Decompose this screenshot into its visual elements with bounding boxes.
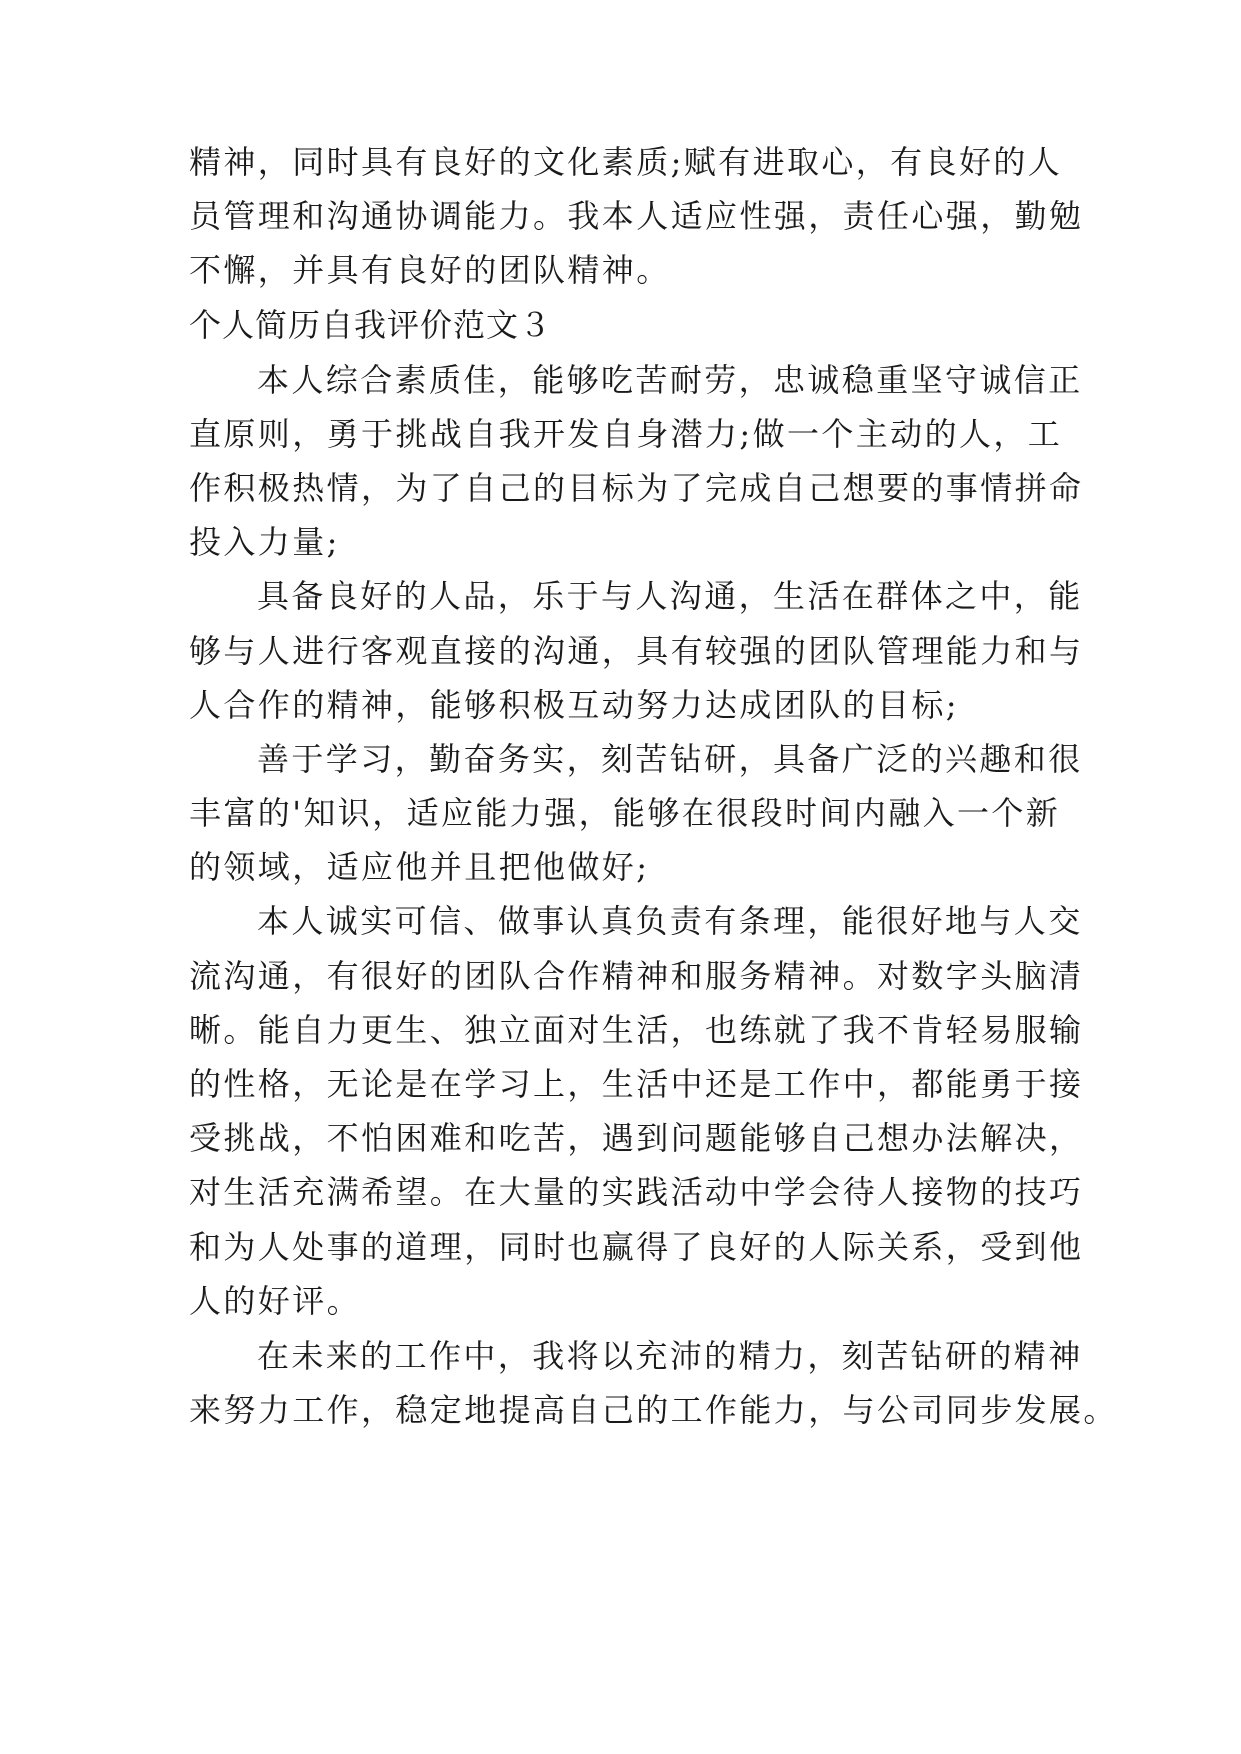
- paragraph-line: 受挑战，不怕困难和吃苦，遇到问题能够自己想办法解决，: [189, 1119, 1084, 1157]
- paragraph-line: 够与人进行客观直接的沟通，具有较强的团队管理能力和与: [189, 632, 1084, 670]
- paragraph-line: 来努力工作，稳定地提高自己的工作能力，与公司同步发展。: [189, 1391, 1118, 1429]
- paragraph-line: 流沟通，有很好的团队合作精神和服务精神。对数字头脑清: [189, 957, 1084, 995]
- paragraph-line: 直原则，勇于挑战自我开发自身潜力;做一个主动的人，工: [189, 415, 1063, 453]
- paragraph-line: 精神，同时具有良好的文化素质;赋有进取心，有良好的人: [189, 143, 1063, 181]
- paragraph-line: 的性格，无论是在学习上，生活中还是工作中，都能勇于接: [189, 1065, 1084, 1103]
- paragraph-line: 本人综合素质佳，能够吃苦耐劳，忠诚稳重坚守诚信正: [257, 361, 1083, 399]
- paragraph-line: 人的好评。: [189, 1282, 362, 1320]
- paragraph-line: 人合作的精神，能够积极互动努力达成团队的目标;: [189, 686, 959, 724]
- paragraph-line: 对生活充满希望。在大量的实践活动中学会待人接物的技巧: [189, 1173, 1084, 1211]
- paragraph-line: 作积极热情，为了自己的目标为了完成自己想要的事情拼命: [189, 469, 1084, 507]
- paragraph-line: 在未来的工作中，我将以充沛的精力，刻苦钻研的精神: [257, 1337, 1083, 1375]
- paragraph-line: 善于学习，勤奋务实，刻苦钻研，具备广泛的兴趣和很: [257, 740, 1083, 778]
- paragraph-line: 本人诚实可信、做事认真负责有条理，能很好地与人交: [257, 902, 1083, 940]
- paragraph-line: 晰。能自力更生、独立面对生活，也练就了我不肯轻易服输: [189, 1011, 1084, 1049]
- paragraph-line: 丰富的'知识，适应能力强，能够在很段时间内融入一个新: [189, 794, 1061, 832]
- paragraph-line: 不懈，并具有良好的团队精神。: [189, 251, 671, 289]
- section-heading: 个人简历自我评价范文３: [189, 306, 553, 344]
- paragraph-line: 员管理和沟通协调能力。我本人适应性强，责任心强，勤勉: [189, 197, 1084, 235]
- paragraph-line: 的领域，适应他并且把他做好;: [189, 848, 650, 886]
- paragraph-line: 和为人处事的道理，同时也赢得了良好的人际关系，受到他: [189, 1228, 1084, 1266]
- paragraph-line: 投入力量;: [189, 523, 340, 561]
- paragraph-line: 具备良好的人品，乐于与人沟通，生活在群体之中，能: [257, 577, 1083, 615]
